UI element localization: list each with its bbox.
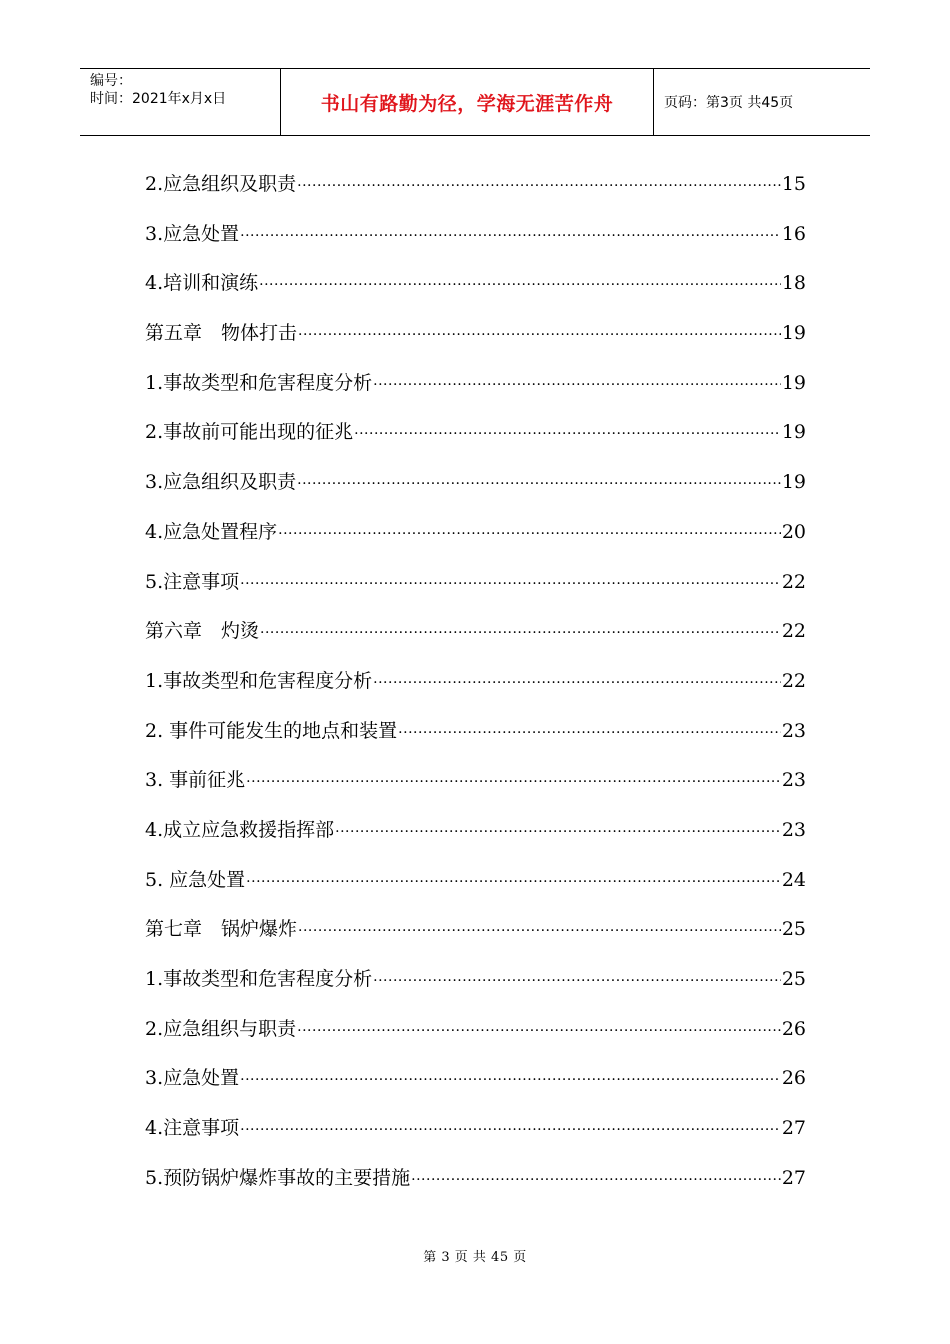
toc-entry-page: 27 (781, 1166, 806, 1189)
toc-entry[interactable] (145, 760, 806, 810)
toc-entry-page: 22 (781, 620, 806, 643)
toc-entry[interactable] (145, 810, 806, 860)
toc-entry[interactable] (145, 313, 806, 363)
toc-entry-title: 第六章 灼烫 (145, 620, 260, 643)
toc-entry-title: 2.应急组织与职责 (145, 1017, 297, 1040)
toc-dot-leader (260, 613, 781, 653)
toc-entry-title: 5.注意事项 (145, 570, 240, 593)
header-meta (80, 69, 281, 135)
toc-entry[interactable] (145, 562, 806, 612)
toc-entry-page: 15 (781, 173, 806, 195)
toc-entry-title: 2. 事件可能发生的地点和装置 (145, 719, 398, 742)
toc-entry[interactable] (145, 462, 806, 512)
toc-entry-title: 1.事故类型和危害程度分析 (145, 669, 373, 692)
toc-dot-leader (373, 961, 781, 1001)
toc-entry-page: 22 (781, 570, 806, 593)
toc-entry-title: 2.事故前可能出现的征兆 (145, 421, 354, 444)
toc-entry-page: 23 (781, 818, 806, 841)
page-footer: 第 3 页 共 45 页 (423, 1250, 527, 1265)
header-motto: 书山有路勤为径，学海无涯苦作舟 (281, 69, 654, 135)
toc-entry-page: 22 (781, 669, 806, 692)
toc-entry-page: 23 (781, 719, 806, 742)
document-number-label: 编号： (90, 73, 132, 89)
toc-dot-leader (297, 464, 781, 504)
toc-entry-title: 5. 应急处置 (145, 868, 246, 891)
toc-dot-leader (411, 1160, 781, 1200)
toc-entry[interactable] (145, 164, 806, 214)
toc-dot-leader (240, 216, 781, 256)
toc-entry-title: 4.培训和演练 (145, 272, 259, 295)
toc-dot-leader (240, 564, 781, 604)
toc-entry[interactable] (145, 909, 806, 959)
toc-entry[interactable] (145, 1058, 806, 1108)
table-of-contents (145, 164, 806, 1207)
toc-entry-title: 3. 事前征兆 (145, 769, 246, 792)
toc-dot-leader (246, 762, 781, 802)
document-time-label: 时间：2021年x月x日 (90, 91, 227, 107)
toc-entry-page: 19 (781, 322, 806, 345)
toc-entry-page: 25 (781, 968, 806, 990)
toc-dot-leader (246, 862, 781, 902)
toc-dot-leader (298, 315, 781, 355)
toc-entry-page: 16 (781, 222, 806, 245)
toc-dot-leader (335, 812, 781, 852)
toc-entry[interactable] (145, 263, 806, 313)
toc-entry[interactable] (145, 1158, 806, 1208)
toc-entry-title: 4.注意事项 (145, 1117, 240, 1140)
toc-dot-leader (278, 514, 781, 554)
toc-entry-page: 19 (781, 371, 806, 394)
toc-entry-page: 18 (781, 272, 806, 295)
toc-entry-title: 3.应急处置 (145, 222, 240, 245)
toc-entry-title: 4.应急处置程序 (145, 520, 278, 543)
toc-dot-leader (240, 1060, 781, 1100)
toc-dot-leader (354, 414, 781, 454)
toc-entry-page: 20 (781, 520, 806, 543)
header-page-info: 页码：第3页 共45页 (664, 95, 794, 111)
toc-dot-leader (398, 713, 781, 753)
page-header (80, 68, 870, 136)
toc-entry-page: 26 (781, 1067, 806, 1090)
toc-entry-title: 1.事故类型和危害程度分析 (145, 968, 373, 990)
toc-dot-leader (240, 1110, 781, 1150)
toc-entry-title: 4.成立应急救援指挥部 (145, 818, 335, 841)
toc-dot-leader (297, 1011, 781, 1051)
toc-entry-page: 25 (781, 918, 806, 941)
toc-entry-title: 5.预防锅炉爆炸事故的主要措施 (145, 1166, 411, 1189)
toc-entry[interactable] (145, 611, 806, 661)
toc-entry[interactable] (145, 1108, 806, 1158)
toc-entry[interactable] (145, 959, 806, 1009)
toc-entry[interactable] (145, 214, 806, 264)
toc-entry-title: 1.事故类型和危害程度分析 (145, 371, 373, 394)
toc-entry-title: 2.应急组织及职责 (145, 173, 297, 195)
toc-entry-page: 19 (781, 421, 806, 444)
toc-entry-page: 23 (781, 769, 806, 792)
toc-entry-page: 24 (781, 868, 806, 891)
toc-entry[interactable] (145, 661, 806, 711)
toc-dot-leader (298, 911, 781, 951)
toc-entry[interactable] (145, 512, 806, 562)
toc-entry-title: 第七章 锅炉爆炸 (145, 918, 298, 941)
toc-entry[interactable] (145, 860, 806, 910)
toc-entry[interactable] (145, 1009, 806, 1059)
toc-dot-leader (373, 365, 781, 405)
toc-dot-leader (373, 663, 781, 703)
toc-dot-leader (297, 166, 781, 206)
toc-entry[interactable] (145, 363, 806, 413)
toc-entry-title: 3.应急组织及职责 (145, 471, 297, 494)
toc-dot-leader (259, 265, 781, 305)
toc-entry[interactable] (145, 412, 806, 462)
toc-entry-page: 19 (781, 471, 806, 494)
toc-entry-title: 3.应急处置 (145, 1067, 240, 1090)
toc-entry[interactable] (145, 711, 806, 761)
toc-entry-title: 第五章 物体打击 (145, 322, 298, 345)
toc-entry-page: 27 (781, 1117, 806, 1140)
toc-entry-page: 26 (781, 1017, 806, 1040)
